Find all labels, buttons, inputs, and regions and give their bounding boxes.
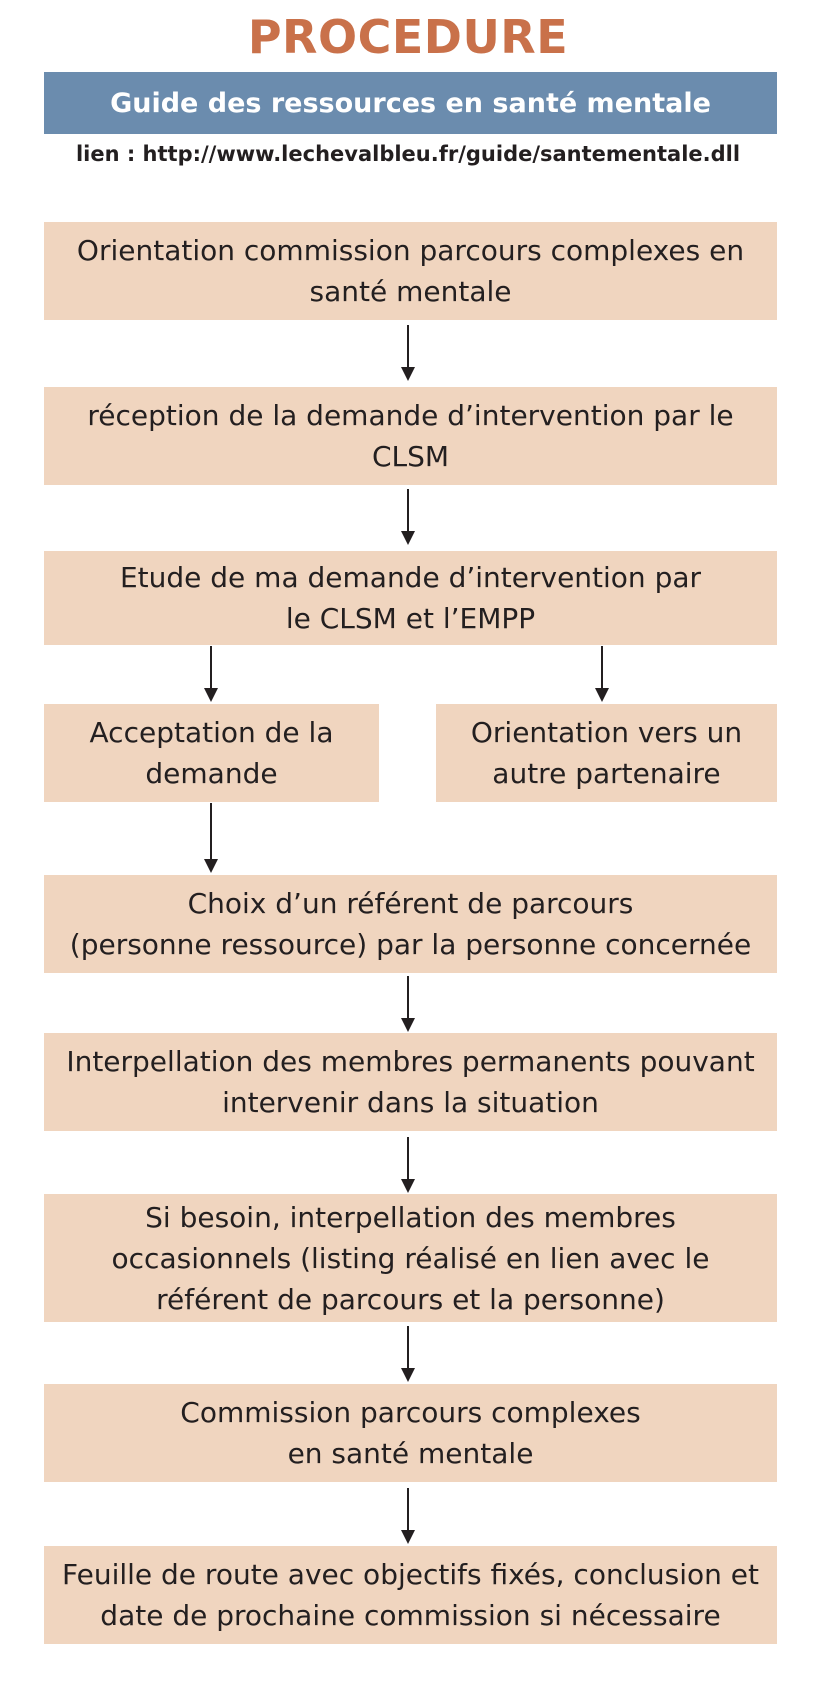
step-membres-permanents	[44, 1033, 777, 1131]
arrow-down-icon	[400, 1137, 416, 1193]
step-commission	[44, 1384, 777, 1482]
step-label: Orientation vers un autre partenaire	[470, 716, 743, 790]
step-label: Si besoin, interpellation des membres occasionnels (listing réalisé en lien avec le référent de parcours et la personne)	[111, 1200, 710, 1316]
step-label: Acceptation de la demande	[89, 716, 334, 790]
arrow-down-icon	[400, 1488, 416, 1544]
step-feuille-de-route	[44, 1546, 777, 1644]
step-reception-demande	[44, 387, 777, 485]
step-choix-referent	[44, 875, 777, 973]
arrow-down-icon	[400, 1326, 416, 1382]
step-label: Interpellation des membres permanents pouvant intervenir dans la situation	[66, 1045, 755, 1119]
arrow-down-icon	[400, 489, 416, 545]
step-orientation-commission	[44, 222, 777, 320]
step-label: Feuille de route avec objectifs fixés, conclusion et date de prochaine commission si nécessaire	[62, 1558, 759, 1632]
step-acceptation	[44, 704, 379, 802]
step-label: Orientation commission parcours complexes en santé mentale	[76, 234, 745, 308]
page-title: PROCEDURE	[247, 10, 569, 64]
step-label: Choix d’un référent de parcours (personne ressource) par la personne concernée	[69, 887, 752, 961]
guide-link[interactable]: lien : http://www.lechevalbleu.fr/guide/santementale.dll	[75, 142, 741, 166]
step-orientation-partenaire	[436, 704, 777, 802]
step-label: Commission parcours complexes en santé mentale	[180, 1396, 641, 1470]
step-etude-demande	[44, 551, 777, 645]
arrow-down-icon	[594, 646, 610, 702]
step-membres-occasionnels	[44, 1194, 777, 1322]
arrow-down-icon	[203, 646, 219, 702]
arrow-down-icon	[400, 976, 416, 1032]
arrow-down-icon	[203, 803, 219, 873]
arrow-down-icon	[400, 325, 416, 381]
guide-banner: Guide des ressources en santé mentale	[44, 72, 777, 134]
step-label: réception de la demande d’intervention par le CLSM	[87, 399, 734, 473]
step-label: Etude de ma demande d’intervention par le CLSM et l’EMPP	[119, 561, 702, 635]
